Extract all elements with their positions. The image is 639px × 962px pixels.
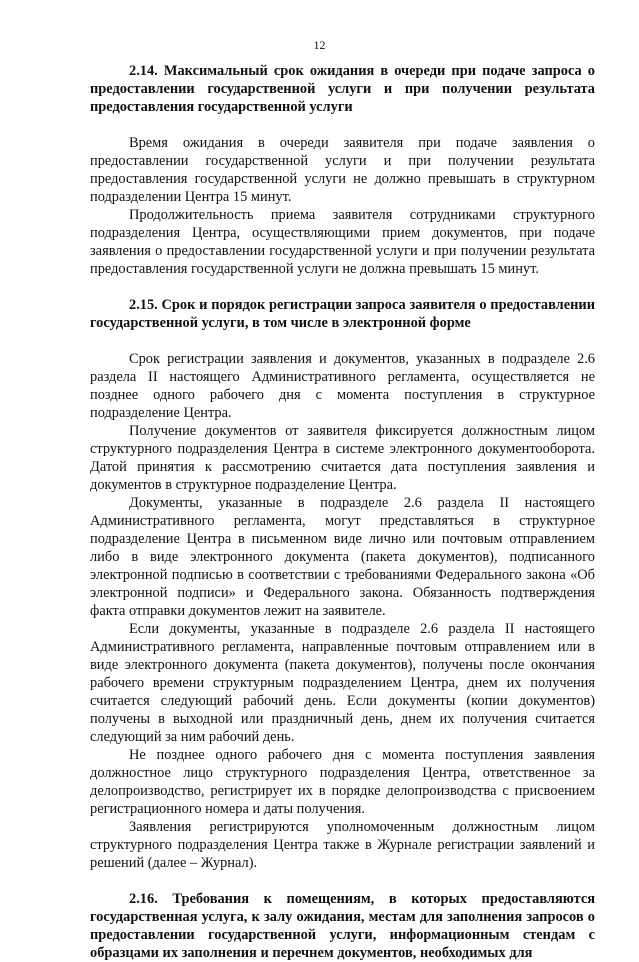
- paragraph: Продолжительность приема заявителя сотрудниками структурного подразделения Центра, осуществляющими прием документов, при подаче заявления о предоставлении государственной услуги и при получении результата предоставления государственной услуги не должна превышать 15 минут.: [90, 207, 595, 277]
- paragraph: Заявления регистрируются уполномоченным должностным лицом структурного подразделения Центра также в Журнале регистрации заявлений и решений (далее – Журнал).: [90, 819, 595, 871]
- paragraph: Если документы, указанные в подразделе 2.6 раздела II настоящего Административного регламента, направленные почтовым отправлением или в виде электронного документа (пакета документов), получены после окончания рабочего времени структурным подразделением Центра, днем их получения считается следующий рабочий день. Если документы (копии документов) получены в выходной или праздничный день, днем их получения считается следующий за ним рабочий день.: [90, 621, 595, 745]
- paragraph: Время ожидания в очереди заявителя при подаче заявления о предоставлении государственной услуги и при получении результата предоставления государственной услуги не должно превышать в структурном подразделении Центра 15 минут.: [90, 135, 595, 205]
- page-number: 12: [313, 38, 326, 52]
- paragraph: Документы, указанные в подразделе 2.6 раздела II настоящего Административного регламента, могут представляться в структурное подразделение Центра в письменном виде лично или почтовым отправлением либо в виде электронного документа (пакета документов), подписанного электронной подписью в соответствии с требованиями Федерального закона «Об электронной подписи» и Федерального закона. Обязанность подтверждения факта отправки документов лежит на заявителе.: [90, 495, 595, 619]
- page-content: [90, 62, 595, 962]
- section-heading-2-16: 2.16. Требования к помещениям, в которых предоставляются государственная услуга, к залу ожидания, местам для заполнения запросов о предоставлении государственной услуги, информационным стендам с образцами их заполнения и перечнем документов, необходимых для: [90, 891, 595, 961]
- paragraph: Срок регистрации заявления и документов, указанных в подразделе 2.6 раздела II настоящего Административного регламента, осуществляется не позднее одного рабочего дня с момента поступления в структурное подразделение Центра.: [90, 351, 595, 421]
- section-heading-2-15: 2.15. Срок и порядок регистрации запроса заявителя о предоставлении государственной услуги, в том числе в электронной форме: [90, 297, 595, 331]
- paragraph: Получение документов от заявителя фиксируется должностным лицом структурного подразделения Центра в системе электронного документооборота. Датой принятия к рассмотрению считается дата поступления заявления и документов в структурное подразделение Центра.: [90, 423, 595, 493]
- section-heading-2-14: 2.14. Максимальный срок ожидания в очереди при подаче запроса о предоставлении государственной услуги и при получении результата предоставления государственной услуги: [90, 63, 595, 115]
- paragraph: Не позднее одного рабочего дня с момента поступления заявления должностное лицо структурного подразделения Центра, ответственное за делопроизводство, регистрирует их в порядке делопроизводства с присвоением регистрационного номера и даты получения.: [90, 747, 595, 817]
